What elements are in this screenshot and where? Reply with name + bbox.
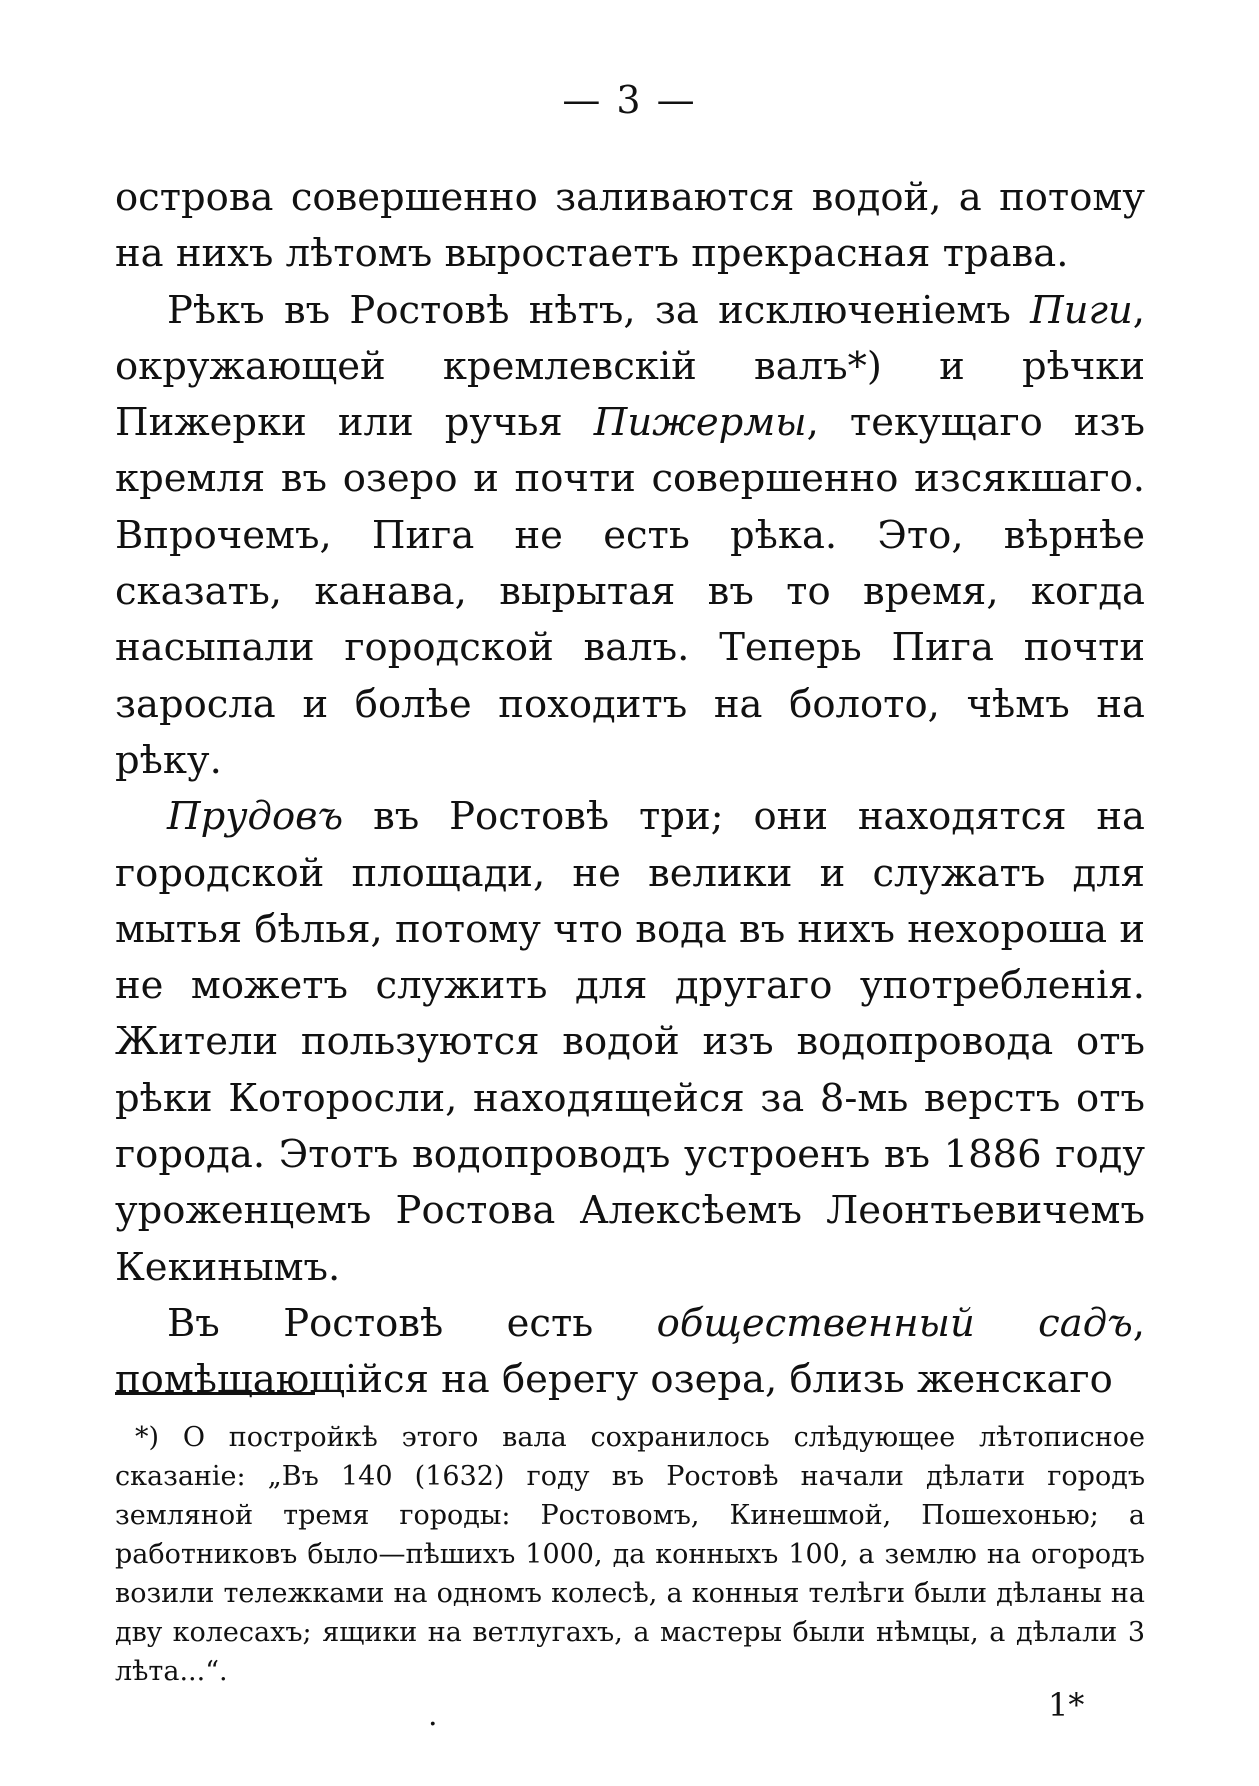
footnote-text: *) О постройкѣ этого вала сохранилось слѣдующее лѣтописное сказаніе: „Въ 140 (1632) году въ Ростовѣ начали дѣлати городъ земляной тремя городы: Ростовомъ, Кинешмой, Пошехонью; а работниковъ было—пѣшихъ 1000, да конныхъ 100, а землю на огородъ возили тележками на одномъ колесѣ, а конныя телѣги были дѣланы на двy колесахъ; ящики на ветлугахъ, а мастеры были нѣмцы, а дѣлали 3 лѣта...“. [115, 1422, 1145, 1687]
printer-signature-mark: 1* [1048, 1686, 1085, 1724]
italic-term-prudov: Прудовъ [167, 794, 344, 840]
italic-term-pizhermy: Пижермы [593, 400, 807, 446]
page-number: — 3 — [562, 78, 697, 122]
italic-term-piga: Пиги [1030, 287, 1133, 333]
signature-dot: . [428, 1698, 438, 1733]
italic-term-sad: общественный садъ [656, 1300, 1133, 1346]
text-run: Рѣкъ въ Ростовѣ нѣтъ, за исключеніемъ [167, 287, 1031, 333]
text-run: , окружающей кремлевскій валъ*) и рѣчки Пижерки или ручья [115, 287, 1145, 446]
text-run: , текущаго изъ кремля въ озеро и почти совершенно изсякшаго. Впрочемъ, Пига не есть рѣка. Это, вѣрнѣе сказать, канава, вырытая въ то время, когда насыпали городской валъ. Теперь Пига почти заросла и болѣе походитъ на болото, чѣмъ на рѣку. [115, 400, 1146, 783]
paragraph-1: острова совершенно заливаются водой, а потому на нихъ лѣтомъ выростаетъ прекрасная трава. [115, 175, 1145, 277]
paragraph-3 [115, 789, 1145, 1296]
text-run: Въ Ростовѣ есть [167, 1300, 657, 1346]
text-run: , помѣщающійся на берегу озера, близь женскаго [115, 1300, 1146, 1403]
footnote [115, 1418, 1145, 1691]
main-text [115, 170, 1145, 1409]
text-run: въ Ростовѣ три; они находятся на городской площади, не велики и служатъ для мытья бѣлья, потому что вода въ нихъ нехороша и не можетъ служить для другаго употребленія. Жители пользуются водой изъ водопровода отъ рѣки Которосли, находящейся за 8-мь верстъ отъ города. Этотъ водопроводъ устроенъ въ 1886 году уроженцемъ Ростова Алексѣемъ Леонтьевичемъ Кекинымъ. [115, 794, 1146, 1290]
paragraph-2 [115, 283, 1145, 790]
footnote-divider [115, 1392, 315, 1395]
